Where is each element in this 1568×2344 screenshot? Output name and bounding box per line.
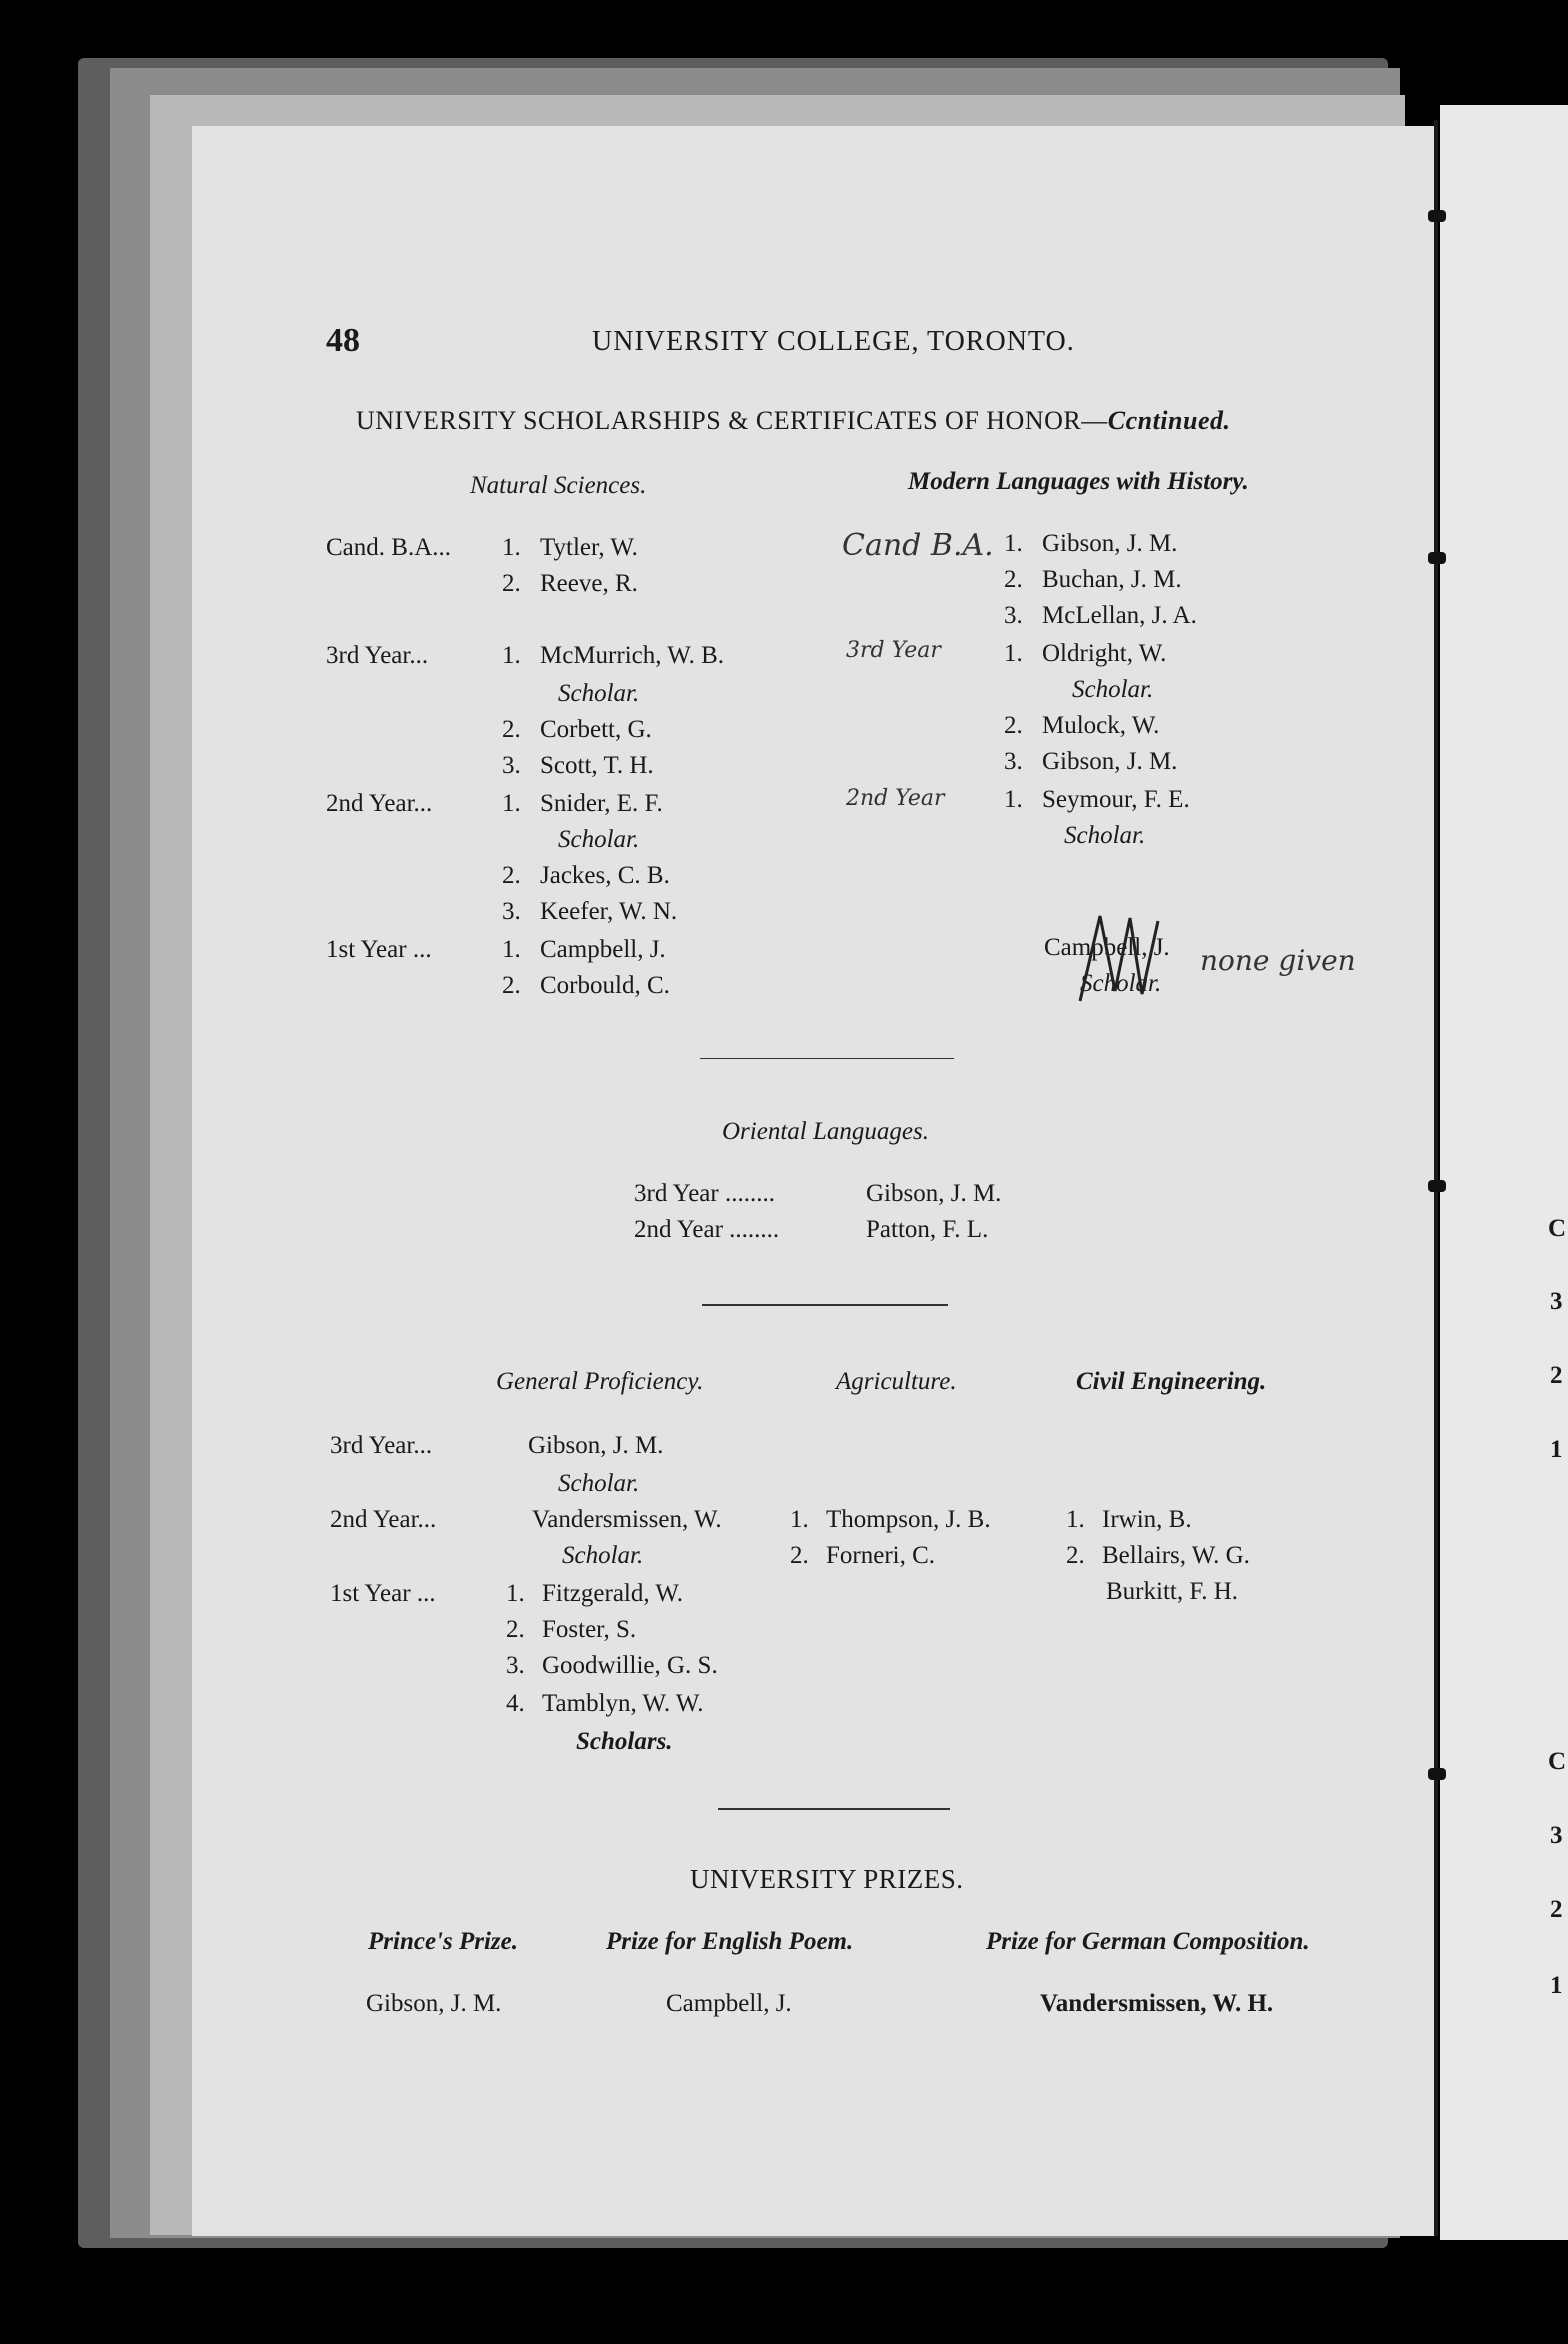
entry-number: 2. bbox=[502, 862, 521, 889]
entry-name: McMurrich, W. B. bbox=[540, 642, 725, 669]
entry-name: Fitzgerald, W. bbox=[542, 1580, 683, 1607]
entry-name: Bellairs, W. G. bbox=[1102, 1542, 1250, 1569]
entry-name: Vandersmissen, W. bbox=[532, 1506, 722, 1533]
entry-name: Oldright, W. bbox=[1042, 640, 1167, 667]
divider bbox=[700, 1058, 954, 1059]
entry-name: Corbould, C. bbox=[540, 972, 670, 999]
page-gutter bbox=[1434, 120, 1438, 2236]
entry-number: 2. bbox=[1004, 566, 1023, 593]
section-title-main: UNIVERSITY SCHOLARSHIPS & CERTIFICATES OF HONOR— bbox=[356, 406, 1108, 435]
entry-name: Gibson, J. M. bbox=[1042, 748, 1178, 775]
entry-name: Scott, T. H. bbox=[540, 752, 654, 779]
entry-number: 1. bbox=[1004, 786, 1023, 813]
entry-name: Irwin, B. bbox=[1102, 1506, 1192, 1533]
entry-number: 1. bbox=[502, 642, 521, 669]
handwritten-note: 2nd Year bbox=[846, 786, 945, 811]
facing-page-fragment: 3 bbox=[1550, 1288, 1563, 1315]
year-label: 3rd Year ........ bbox=[634, 1180, 775, 1207]
facing-page-fragment: 2 bbox=[1550, 1896, 1563, 1923]
entry-number: 1. bbox=[506, 1580, 525, 1607]
entry-number: 3. bbox=[502, 752, 521, 779]
entry-name: Buchan, J. M. bbox=[1042, 566, 1182, 593]
row-label: 1st Year ... bbox=[326, 936, 432, 963]
entry-name: Tytler, W. bbox=[540, 534, 638, 561]
page-number: 48 bbox=[326, 322, 360, 359]
row-label: 3rd Year... bbox=[330, 1432, 433, 1459]
entry-name: Campbell, J. bbox=[540, 936, 666, 963]
entry-number: 1. bbox=[1004, 640, 1023, 667]
struck-scholar-note: Scholar. bbox=[1080, 970, 1162, 997]
general-proficiency-heading: General Proficiency. bbox=[496, 1368, 704, 1395]
prizes-heading: UNIVERSITY PRIZES. bbox=[690, 1864, 964, 1894]
book-page bbox=[192, 126, 1437, 2236]
entry-name: Burkitt, F. H. bbox=[1106, 1578, 1239, 1605]
facing-page-fragment: 1 bbox=[1550, 1436, 1563, 1463]
entry-name: Gibson, J. M. bbox=[528, 1432, 664, 1459]
handwritten-note: 3rd Year bbox=[846, 638, 941, 663]
entry-number: 1. bbox=[1066, 1506, 1085, 1533]
prize-winner: Gibson, J. M. bbox=[366, 1990, 502, 2017]
entry-name: Foster, S. bbox=[542, 1616, 637, 1643]
prize-title: Prince's Prize. bbox=[368, 1928, 518, 1955]
entry-number: 1. bbox=[502, 790, 521, 817]
entry-name: Gibson, J. M. bbox=[866, 1180, 1002, 1207]
entry-name: Corbett, G. bbox=[540, 716, 652, 743]
facing-page-fragment: 1 bbox=[1550, 1972, 1563, 1999]
handwritten-note: Cand B.A. bbox=[842, 528, 994, 563]
entry-number: 2. bbox=[1004, 712, 1023, 739]
divider bbox=[702, 1304, 948, 1306]
entry-number: 1. bbox=[790, 1506, 809, 1533]
divider bbox=[718, 1808, 950, 1810]
row-label: 1st Year ... bbox=[330, 1580, 436, 1607]
entry-number: 1. bbox=[502, 534, 521, 561]
scholar-note: Scholar. bbox=[558, 826, 640, 853]
entry-number: 4. bbox=[506, 1690, 525, 1717]
entry-number: 2. bbox=[506, 1616, 525, 1643]
prize-winner: Vandersmissen, W. H. bbox=[1040, 1990, 1274, 2017]
strike-through-mark bbox=[1070, 906, 1180, 1006]
row-label: 2nd Year... bbox=[326, 790, 433, 817]
entry-name: Patton, F. L. bbox=[866, 1216, 989, 1243]
binding-notch bbox=[1428, 210, 1446, 222]
civil-engineering-heading: Civil Engineering. bbox=[1076, 1368, 1267, 1395]
entry-number: 3. bbox=[1004, 602, 1023, 629]
binding-notch bbox=[1428, 552, 1446, 564]
entry-number: 2. bbox=[502, 972, 521, 999]
year-label: 2nd Year ........ bbox=[634, 1216, 780, 1243]
facing-page-fragment: C bbox=[1548, 1215, 1567, 1242]
scholar-note: Scholar. bbox=[1064, 822, 1146, 849]
agriculture-heading: Agriculture. bbox=[836, 1368, 957, 1395]
entry-name: Thompson, J. B. bbox=[826, 1506, 991, 1533]
entry-number: 2. bbox=[1066, 1542, 1085, 1569]
natural-sciences-heading: Natural Sciences. bbox=[470, 472, 647, 499]
facing-page bbox=[1440, 105, 1568, 2240]
scholar-note: Scholar. bbox=[558, 1470, 640, 1497]
prize-title: Prize for English Poem. bbox=[606, 1928, 854, 1955]
entry-number: 2. bbox=[790, 1542, 809, 1569]
binding-notch bbox=[1428, 1768, 1446, 1780]
entry-name: Forneri, C. bbox=[826, 1542, 936, 1569]
entry-name: Seymour, F. E. bbox=[1042, 786, 1190, 813]
entry-name: Jackes, C. B. bbox=[540, 862, 670, 889]
entry-number: 1. bbox=[1004, 530, 1023, 557]
section-title-italic: Ccntinued. bbox=[1107, 406, 1231, 435]
entry-number: 2. bbox=[502, 716, 521, 743]
modern-languages-heading: Modern Languages with History. bbox=[908, 468, 1249, 495]
oriental-languages-heading: Oriental Languages. bbox=[722, 1118, 929, 1145]
scholar-note: Scholar. bbox=[1072, 676, 1154, 703]
scholar-note: Scholar. bbox=[562, 1542, 644, 1569]
entry-number: 3. bbox=[502, 898, 521, 925]
struck-entry-name: Campbell, J. bbox=[1044, 934, 1170, 961]
entry-number: 1. bbox=[502, 936, 521, 963]
entry-name: Goodwillie, G. S. bbox=[542, 1652, 718, 1679]
scholar-note: Scholars. bbox=[576, 1728, 673, 1755]
binding-notch bbox=[1428, 1180, 1446, 1192]
entry-name: Tamblyn, W. W. bbox=[542, 1690, 704, 1717]
prize-title: Prize for German Composition. bbox=[986, 1928, 1310, 1955]
scholar-note: Scholar. bbox=[558, 680, 640, 707]
section-title bbox=[356, 406, 1230, 436]
entry-name: McLellan, J. A. bbox=[1042, 602, 1197, 629]
entry-name: Mulock, W. bbox=[1042, 712, 1160, 739]
entry-number: 3. bbox=[506, 1652, 525, 1679]
entry-name: Gibson, J. M. bbox=[1042, 530, 1178, 557]
facing-page-fragment: C bbox=[1548, 1748, 1567, 1775]
entry-name: Snider, E. F. bbox=[540, 790, 663, 817]
running-title: UNIVERSITY COLLEGE, TORONTO. bbox=[592, 326, 1075, 357]
entry-number: 3. bbox=[1004, 748, 1023, 775]
entry-name: Reeve, R. bbox=[540, 570, 638, 597]
row-label: 3rd Year... bbox=[326, 642, 429, 669]
prize-winner: Campbell, J. bbox=[666, 1990, 792, 2017]
handwritten-note: none given bbox=[1200, 944, 1356, 977]
row-label: Cand. B.A... bbox=[326, 534, 451, 561]
entry-number: 2. bbox=[502, 570, 521, 597]
facing-page-fragment: 2 bbox=[1550, 1362, 1563, 1389]
entry-name: Keefer, W. N. bbox=[540, 898, 678, 925]
row-label: 2nd Year... bbox=[330, 1506, 437, 1533]
facing-page-fragment: 3 bbox=[1550, 1822, 1563, 1849]
